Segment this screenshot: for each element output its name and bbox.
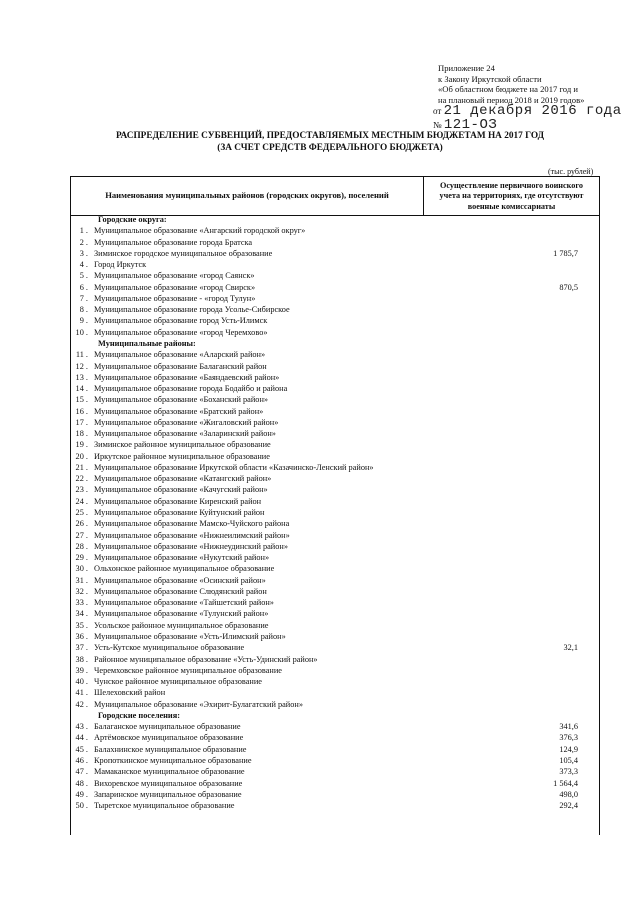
row-number: 49 . xyxy=(75,789,88,799)
row-number: 16 . xyxy=(75,406,88,416)
table-row xyxy=(0,699,640,710)
row-name: Мамаканское муниципальное образование xyxy=(94,767,245,777)
row-name: Муниципальное образование «город Саянск» xyxy=(94,271,255,281)
row-number: 39 . xyxy=(75,665,88,675)
table-row xyxy=(0,744,640,755)
row-name: Муниципальное образование города Братска xyxy=(94,237,253,247)
row-value: 870,5 xyxy=(559,282,578,292)
row-name: Вихоревское муниципальное образование xyxy=(94,778,243,788)
table-row xyxy=(0,755,640,766)
number-prefix: № xyxy=(433,120,442,130)
row-name: Черемховское районное муниципальное образование xyxy=(94,665,282,675)
row-name: Муниципальное образование «город Свирск» xyxy=(94,282,256,292)
document-subtitle: (ЗА СЧЕТ СРЕДСТВ ФЕДЕРАЛЬНОГО БЮДЖЕТА) xyxy=(217,143,443,153)
row-value: 341,6 xyxy=(559,722,578,732)
row-name: Кропоткинское муниципальное образование xyxy=(94,755,252,765)
table-row xyxy=(0,608,640,619)
document-number: 121-ОЗ xyxy=(443,117,498,133)
row-number: 40 . xyxy=(75,677,88,687)
document-title: РАСПРЕДЕЛЕНИЕ СУБВЕНЦИЙ, ПРЕДОСТАВЛЯЕМЫХ МЕСТНЫМ БЮДЖЕТАМ НА 2017 ГОД xyxy=(116,131,544,141)
row-name: Муниципальное образование «Тайшетский район» xyxy=(94,598,274,608)
table-row xyxy=(0,778,640,789)
table-row xyxy=(0,789,640,800)
table-row xyxy=(0,293,640,304)
row-number: 7 . xyxy=(79,293,88,303)
row-number: 5 . xyxy=(79,271,88,281)
row-number: 41 . xyxy=(75,688,88,698)
table-row xyxy=(0,248,640,259)
row-name: Муниципальное образование город Усть-Илимск xyxy=(94,316,268,326)
table-row xyxy=(0,597,640,608)
table-row xyxy=(0,259,640,270)
row-name: Муниципальное образование «Нижнеудинский район» xyxy=(94,541,288,551)
row-number: 4 . xyxy=(79,260,88,270)
table-row xyxy=(0,462,640,473)
row-value: 32,1 xyxy=(563,643,578,653)
table-row xyxy=(0,406,640,417)
table-row xyxy=(0,654,640,665)
row-value: 373,3 xyxy=(559,767,578,777)
table-row xyxy=(0,270,640,281)
row-name: Муниципальное образование «Ангарский городской округ» xyxy=(94,226,306,236)
table-row xyxy=(0,586,640,597)
row-number: 47 . xyxy=(75,767,88,777)
table-row xyxy=(0,631,640,642)
row-name: Зиминское городское муниципальное образование xyxy=(94,248,273,258)
table-row xyxy=(0,439,640,450)
appendix-line: Приложение 24 xyxy=(438,63,495,73)
row-number: 22 . xyxy=(75,474,88,484)
row-number: 11 . xyxy=(75,350,88,360)
row-name: Муниципальное образование «Баяндаевский район» xyxy=(94,372,280,382)
row-number: 32 . xyxy=(75,586,88,596)
header-values xyxy=(424,181,599,212)
row-number: 33 . xyxy=(75,598,88,608)
row-number: 35 . xyxy=(75,620,88,630)
row-number: 38 . xyxy=(75,654,88,664)
table-row xyxy=(0,530,640,541)
row-number: 29 . xyxy=(75,553,88,563)
row-number: 15 . xyxy=(75,395,88,405)
row-number: 37 . xyxy=(75,643,88,653)
section-heading: Городские поселения: xyxy=(98,710,180,720)
row-number: 3 . xyxy=(79,248,88,258)
table-row xyxy=(0,676,640,687)
row-name: Муниципальное образование Балаганский район xyxy=(94,361,267,371)
table-row xyxy=(0,225,640,236)
table-row xyxy=(0,372,640,383)
table-row xyxy=(0,304,640,315)
row-name: Балаганское муниципальное образование xyxy=(94,722,241,732)
row-number: 21 . xyxy=(75,462,88,472)
row-number: 26 . xyxy=(75,519,88,529)
appendix-line: к Закону Иркутской области xyxy=(438,73,542,84)
row-name: Муниципальное образование Слюдянский район xyxy=(94,586,267,596)
row-name: Шелеховский район xyxy=(94,688,166,698)
row-name: Балахнинское муниципальное образование xyxy=(94,744,247,754)
row-name: Усть-Кутское муниципальное образование xyxy=(94,643,245,653)
appendix-line: «Об областном бюджете на 2017 год и xyxy=(438,84,578,95)
row-name: Запаринское муниципальное образование xyxy=(94,789,242,799)
row-number: 24 . xyxy=(75,496,88,506)
table-row xyxy=(0,383,640,394)
table-row xyxy=(0,349,640,360)
row-number: 20 . xyxy=(75,451,88,461)
row-name: Муниципальное образование Мамско-Чуйского района xyxy=(94,519,290,529)
row-number: 10 . xyxy=(75,327,88,337)
table-row xyxy=(0,428,640,439)
table-row xyxy=(0,575,640,586)
row-number: 18 . xyxy=(75,429,88,439)
row-number: 31 . xyxy=(75,575,88,585)
row-number: 34 . xyxy=(75,609,88,619)
table-row xyxy=(0,282,640,293)
table-row xyxy=(0,417,640,428)
header-values-line: военные комиссариаты xyxy=(467,201,556,211)
table-row xyxy=(0,732,640,743)
row-name: Муниципальное образование «Жигаловский район» xyxy=(94,417,279,427)
row-value: 124,9 xyxy=(559,744,578,754)
row-name: Муниципальное образование «Заларинский район» xyxy=(94,429,276,439)
row-name: Муниципальное образование «Усть-Илимский район» xyxy=(94,631,286,641)
row-number: 45 . xyxy=(75,744,88,754)
table-row xyxy=(0,327,640,338)
row-number: 48 . xyxy=(75,778,88,788)
table-row xyxy=(0,484,640,495)
row-value: 105,4 xyxy=(559,755,578,765)
table-row xyxy=(0,620,640,631)
table-row xyxy=(0,507,640,518)
table-row xyxy=(0,315,640,326)
row-number: 17 . xyxy=(75,417,88,427)
row-name: Муниципальное образование «Эхирит-Булагатский район» xyxy=(94,699,303,709)
row-number: 43 . xyxy=(75,722,88,732)
section-heading: Муниципальные районы: xyxy=(98,338,196,348)
appendix-block xyxy=(438,63,584,105)
row-number: 36 . xyxy=(75,631,88,641)
table-row xyxy=(0,687,640,698)
row-number: 19 . xyxy=(75,440,88,450)
units-label: (тыс. рублей) xyxy=(548,167,594,176)
appendix-line: на плановый период 2018 и 2019 годов» xyxy=(438,94,585,105)
row-name: Муниципальное образование - «город Тулун» xyxy=(94,293,256,303)
column-divider xyxy=(423,177,424,215)
table-row xyxy=(0,665,640,676)
table-row xyxy=(0,496,640,507)
row-name: Муниципальное образование Куйтунский район xyxy=(94,508,265,518)
table-row xyxy=(0,361,640,372)
row-name: Муниципальное образование «Братский район» xyxy=(94,406,264,416)
row-value: 1 564,4 xyxy=(553,778,578,788)
row-number: 14 . xyxy=(75,384,88,394)
row-name: Муниципальное образование города Бодайбо и района xyxy=(94,384,288,394)
row-value: 498,0 xyxy=(559,789,578,799)
date-prefix: от xyxy=(433,106,442,116)
row-name: Муниципальное образование «Тулунский район» xyxy=(94,609,269,619)
row-name: Артёмовское муниципальное образование xyxy=(94,733,244,743)
row-value: 1 785,7 xyxy=(553,248,578,258)
section-heading: Городские округа: xyxy=(98,215,167,224)
document-date: 21 декабря 2016 года xyxy=(443,103,622,119)
row-number: 46 . xyxy=(75,755,88,765)
row-number: 23 . xyxy=(75,485,88,495)
header-names: Наименования муниципальных районов (городских округов), поселений xyxy=(105,190,389,200)
table-row xyxy=(0,552,640,563)
row-name: Муниципальное образование «Катангский район» xyxy=(94,474,272,484)
row-name: Тыретское муниципальное образование xyxy=(94,801,235,811)
table-row xyxy=(0,541,640,552)
table-row xyxy=(0,451,640,462)
row-name: Иркутское районное муниципальное образование xyxy=(94,451,270,461)
row-name: Зиминское районное муниципальное образование xyxy=(94,440,271,450)
document-date-number xyxy=(433,103,622,133)
row-number: 30 . xyxy=(75,564,88,574)
row-name: Усольское районное муниципальное образование xyxy=(94,620,269,630)
header-values-line: учета на территориях, где отсутствуют xyxy=(439,191,584,201)
row-name: Муниципальное образование города Усолье-Сибирское xyxy=(94,305,290,315)
table-row xyxy=(0,721,640,732)
row-name: Муниципальное образование Иркутской области «Казачинско-Ленский район» xyxy=(94,462,374,472)
row-number: 27 . xyxy=(75,530,88,540)
row-value: 376,3 xyxy=(559,733,578,743)
table-row xyxy=(0,473,640,484)
row-number: 42 . xyxy=(75,699,88,709)
table-row xyxy=(0,563,640,574)
row-name: Муниципальное образование Киренский район xyxy=(94,496,262,506)
row-name: Муниципальное образование «Качугский район» xyxy=(94,485,268,495)
row-number: 44 . xyxy=(75,733,88,743)
row-number: 8 . xyxy=(79,305,88,315)
row-number: 13 . xyxy=(75,372,88,382)
table-row xyxy=(0,766,640,777)
row-name: Муниципальное образование «Боханский район» xyxy=(94,395,269,405)
row-name: Город Иркутск xyxy=(94,260,147,270)
table-row xyxy=(0,237,640,248)
row-number: 9 . xyxy=(79,316,88,326)
row-number: 28 . xyxy=(75,541,88,551)
row-name: Районное муниципальное образование «Усть-Удинский район» xyxy=(94,654,318,664)
row-name: Муниципальное образование «Аларский район» xyxy=(94,350,266,360)
row-value: 292,4 xyxy=(559,801,578,811)
row-number: 1 . xyxy=(79,226,88,236)
table-row xyxy=(0,518,640,529)
table-row xyxy=(0,800,640,811)
row-name: Муниципальное образование «Нукутский район» xyxy=(94,553,270,563)
row-number: 25 . xyxy=(75,508,88,518)
table-row xyxy=(0,642,640,653)
header-values-line: Осуществление первичного воинского xyxy=(440,181,583,190)
row-name: Муниципальное образование «Нижнеилимский район» xyxy=(94,530,290,540)
row-name: Муниципальное образование «Осинский район» xyxy=(94,575,266,585)
row-name: Муниципальное образование «город Черемхово» xyxy=(94,327,268,337)
row-number: 12 . xyxy=(75,361,88,371)
row-number: 2 . xyxy=(79,237,88,247)
row-name: Ольхонское районное муниципальное образование xyxy=(94,564,275,574)
row-number: 6 . xyxy=(79,282,88,292)
row-name: Чунское районное муниципальное образование xyxy=(94,677,262,687)
row-number: 50 . xyxy=(75,801,88,811)
table-row xyxy=(0,394,640,405)
